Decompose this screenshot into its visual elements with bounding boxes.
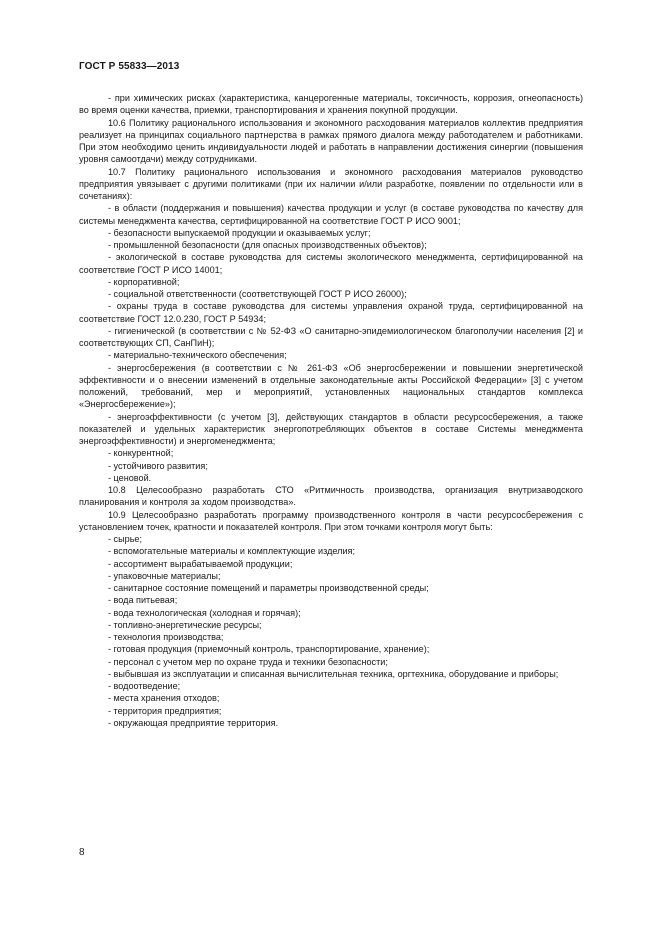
list-item: - окружающая предприятие территория. bbox=[108, 717, 279, 728]
paragraph: - при химических рисках (характеристика, канцерогенные материалы, токсичность, коррозия, огнеопасность) во время оценки качества, приемки, транспортирования и хранения покупной продукции. bbox=[79, 93, 583, 116]
list-item: - в области (поддержания и повышения) качества продукции и услуг (в составе руководства по качеству для системы менеджмента качества, сертифицированной на соответствие ГОСТ Р ИСО 9001; bbox=[79, 203, 583, 226]
document-header: ГОСТ Р 55833—2013 bbox=[79, 61, 180, 72]
list-item: - энергосбережения (в соответствии с № 261-ФЗ «Об энергосбережении и повышении энергетической эффективности и о внесении изменений в отдельные законодательные акты Российской Федерации» [3] с учетом положений, требований, мер и мероприятий, установленных национальных стандартов комплекса «Энергосбережение»); bbox=[79, 362, 583, 410]
list-item: - технология производства; bbox=[108, 632, 224, 642]
list-item: - санитарное состояние помещений и параметры производственной среды; bbox=[108, 583, 429, 593]
list-item: - материально-технического обеспечения; bbox=[108, 350, 287, 361]
list-item: - вода питьевая; bbox=[108, 595, 178, 606]
list-item: - упаковочные материалы; bbox=[108, 570, 221, 581]
document-body bbox=[79, 92, 583, 729]
clause-10-7: 10.7 Политику рационального использования и экономного расходования материалов руководство предприятия увязывает с другими политиками (при их наличии и/или разработке, появлении по отдельности или в сочетаниях): bbox=[79, 166, 583, 201]
list-item: - устойчивого развития; bbox=[108, 460, 208, 471]
list-item: - территория предприятия; bbox=[108, 705, 222, 716]
list-item: - промышленной безопасности (для опасных производственных объектов); bbox=[108, 240, 427, 250]
list-item: - готовая продукция (приемочный контроль, транспортирование, хранение); bbox=[108, 644, 430, 655]
page-number: 8 bbox=[79, 847, 85, 858]
list-item: - ценовой. bbox=[108, 472, 152, 483]
list-item: - корпоративной; bbox=[108, 276, 180, 287]
list-item: - сырье; bbox=[108, 534, 143, 544]
list-item: - вода технологическая (холодная и горячая); bbox=[108, 607, 301, 618]
list-item: - персонал с учетом мер по охране труда и техники безопасности; bbox=[108, 656, 388, 667]
list-item: - вспомогательные материалы и комплектующие изделия; bbox=[108, 546, 355, 557]
list-item: - топливно-энергетические ресурсы; bbox=[108, 619, 262, 630]
list-item: - места хранения отходов; bbox=[108, 693, 220, 704]
list-item: - выбывшая из эксплуатации и списанная вычислительная техника, оргтехника, оборудование и приборы; bbox=[108, 668, 559, 679]
clause-10-6: 10.6 Политику рационального использования и экономного расходования материалов коллектив предприятия реализует на принципах социального партнерства в рамках прямого диалога между работодателем и работниками. При этом необходимо ценить индивидуальности людей и работать в направлении достижения синергии (повышения уровня самоотдачи) между сотрудниками. bbox=[79, 117, 583, 165]
list-item: - конкурентной; bbox=[108, 448, 174, 459]
list-item: - охраны труда в составе руководства для системы управления охраной труда, сертифицированной на соответствие ГОСТ 12.0.230, ГОСТ Р 54934; bbox=[79, 301, 583, 324]
list-item: - водоотведение; bbox=[108, 681, 181, 691]
list-item: - социальной ответственности (соответствующей ГОСТ Р ИСО 26000); bbox=[108, 289, 407, 299]
list-item: - энергоэффективности (с учетом [3], действующих стандартов в области ресурсосбережения, а также показателей и удельных характеристик энергопотребляющих объектов в составе Системы менеджмента энергоэффективности) и энергоменеджмента; bbox=[79, 411, 583, 446]
list-item: - гигиенической (в соответствии с № 52-ФЗ «О санитарно-эпидемиологическом благополучии населения [2] и соответствующих СП, СанПиН); bbox=[79, 325, 583, 348]
list-item: - безопасности выпускаемой продукции и оказываемых услуг; bbox=[108, 227, 371, 238]
list-item: - ассортимент вырабатываемой продукции; bbox=[108, 558, 293, 569]
clause-10-9: 10.9 Целесообразно разработать программу производственного контроля в части ресурсосбережения с установлением точек, кратности и показателей контроля. При этом точками контроля могут быть: bbox=[79, 509, 583, 532]
clause-10-8: 10.8 Целесообразно разработать СТО «Ритмичность производства, организация внутризаводского планирования и контроля за ходом производства». bbox=[79, 485, 583, 508]
list-item: - экологической в составе руководства для системы экологического менеджмента, сертифицированной на соответствие ГОСТ Р ИСО 14001; bbox=[79, 252, 583, 275]
